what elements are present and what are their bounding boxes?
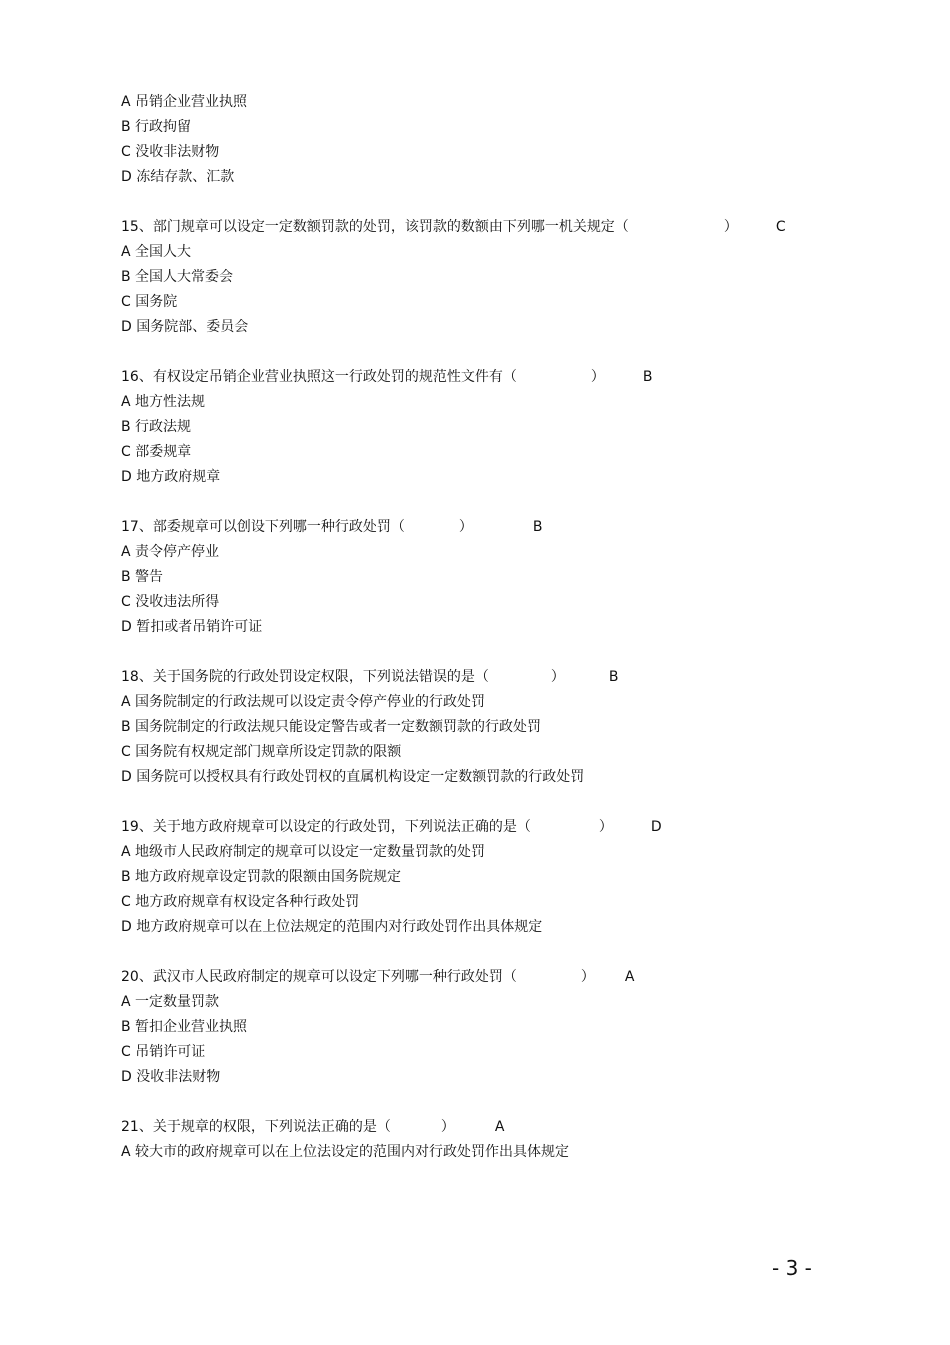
question-17 xyxy=(121,515,841,640)
question-17-option-a: A 责令停产停业 xyxy=(121,544,220,560)
question-21-stem-line xyxy=(121,1115,841,1140)
question-20-answer: A xyxy=(624,969,635,985)
question-19-option-c: C 地方政府规章有权设定各种行政处罚 xyxy=(121,894,360,910)
page-number: - 3 - xyxy=(772,1256,812,1280)
question-15-option-b: B 全国人大常委会 xyxy=(121,269,234,285)
question-20-close-paren: ） xyxy=(580,969,595,985)
question-15-option-a: A 全国人大 xyxy=(121,244,192,260)
question-18-stem: 18、关于国务院的行政处罚设定权限，下列说法错误的是（ xyxy=(121,669,489,685)
question-16 xyxy=(121,365,841,490)
question-21-answer: A xyxy=(494,1119,505,1135)
question-18-option-b: B 国务院制定的行政法规只能设定警告或者一定数额罚款的行政处罚 xyxy=(121,719,542,735)
question-18-option-c: C 国务院有权规定部门规章所设定罚款的限额 xyxy=(121,744,402,760)
question-16-option-c: C 部委规章 xyxy=(121,444,192,460)
question-21 xyxy=(121,1115,841,1165)
question-18-close-paren: ） xyxy=(550,669,565,685)
question-18-option-d: D 国务院可以授权具有行政处罚权的直属机构设定一定数额罚款的行政处罚 xyxy=(121,769,585,785)
question-21-stem: 21、关于规章的权限，下列说法正确的是（ xyxy=(121,1119,391,1135)
question-17-option-b: B 警告 xyxy=(121,569,164,585)
question-15-stem: 15、部门规章可以设定一定数额罚款的处罚，该罚款的数额由下列哪一机关规定（ xyxy=(121,219,629,235)
option-14-a: A 吊销企业营业执照 xyxy=(121,94,248,110)
continued-options xyxy=(121,90,841,190)
question-15-option-d: D 国务院部、委员会 xyxy=(121,319,249,335)
question-16-stem-line xyxy=(121,365,841,390)
question-21-option-a: A 较大市的政府规章可以在上位法设定的范围内对行政处罚作出具体规定 xyxy=(121,1144,570,1160)
question-16-close-paren: ） xyxy=(590,369,605,385)
question-20-option-a: A 一定数量罚款 xyxy=(121,994,220,1010)
question-16-option-d: D 地方政府规章 xyxy=(121,469,221,485)
question-21-close-paren: ） xyxy=(440,1119,455,1135)
question-19-option-a: A 地级市人民政府制定的规章可以设定一定数量罚款的处罚 xyxy=(121,844,486,860)
question-17-option-c: C 没收违法所得 xyxy=(121,594,220,610)
question-17-close-paren: ） xyxy=(458,519,473,535)
question-15-answer: C xyxy=(775,219,786,235)
question-17-stem-line xyxy=(121,515,841,540)
option-14-c: C 没收非法财物 xyxy=(121,144,220,160)
question-16-option-a: A 地方性法规 xyxy=(121,394,206,410)
question-17-answer: B xyxy=(532,519,543,535)
question-19-option-b: B 地方政府规章设定罚款的限额由国务院规定 xyxy=(121,869,402,885)
question-20 xyxy=(121,965,841,1090)
question-20-stem-line xyxy=(121,965,841,990)
question-19-stem: 19、关于地方政府规章可以设定的行政处罚，下列说法正确的是（ xyxy=(121,819,531,835)
question-18-answer: B xyxy=(608,669,619,685)
question-16-answer: B xyxy=(642,369,653,385)
question-19 xyxy=(121,815,841,940)
question-18-option-a: A 国务院制定的行政法规可以设定责令停产停业的行政处罚 xyxy=(121,694,486,710)
question-17-stem: 17、部委规章可以创设下列哪一种行政处罚（ xyxy=(121,519,405,535)
question-17-option-d: D 暂扣或者吊销许可证 xyxy=(121,619,263,635)
question-20-option-c: C 吊销许可证 xyxy=(121,1044,206,1060)
question-19-close-paren: ） xyxy=(598,819,613,835)
question-18-stem-line xyxy=(121,665,841,690)
question-16-stem: 16、有权设定吊销企业营业执照这一行政处罚的规范性文件有（ xyxy=(121,369,517,385)
question-20-option-b: B 暂扣企业营业执照 xyxy=(121,1019,248,1035)
question-18 xyxy=(121,665,841,790)
question-15-option-c: C 国务院 xyxy=(121,294,178,310)
question-20-stem: 20、武汉市人民政府制定的规章可以设定下列哪一种行政处罚（ xyxy=(121,969,517,985)
question-15-close-paren: ） xyxy=(723,219,738,235)
question-15-stem-line xyxy=(121,215,841,240)
option-14-b: B 行政拘留 xyxy=(121,119,192,135)
question-19-stem-line xyxy=(121,815,841,840)
question-20-option-d: D 没收非法财物 xyxy=(121,1069,221,1085)
question-16-option-b: B 行政法规 xyxy=(121,419,192,435)
question-19-option-d: D 地方政府规章可以在上位法规定的范围内对行政处罚作出具体规定 xyxy=(121,919,543,935)
document-page xyxy=(121,90,841,1165)
option-14-d: D 冻结存款、汇款 xyxy=(121,169,235,185)
question-19-answer: D xyxy=(650,819,662,835)
question-15 xyxy=(121,215,841,340)
